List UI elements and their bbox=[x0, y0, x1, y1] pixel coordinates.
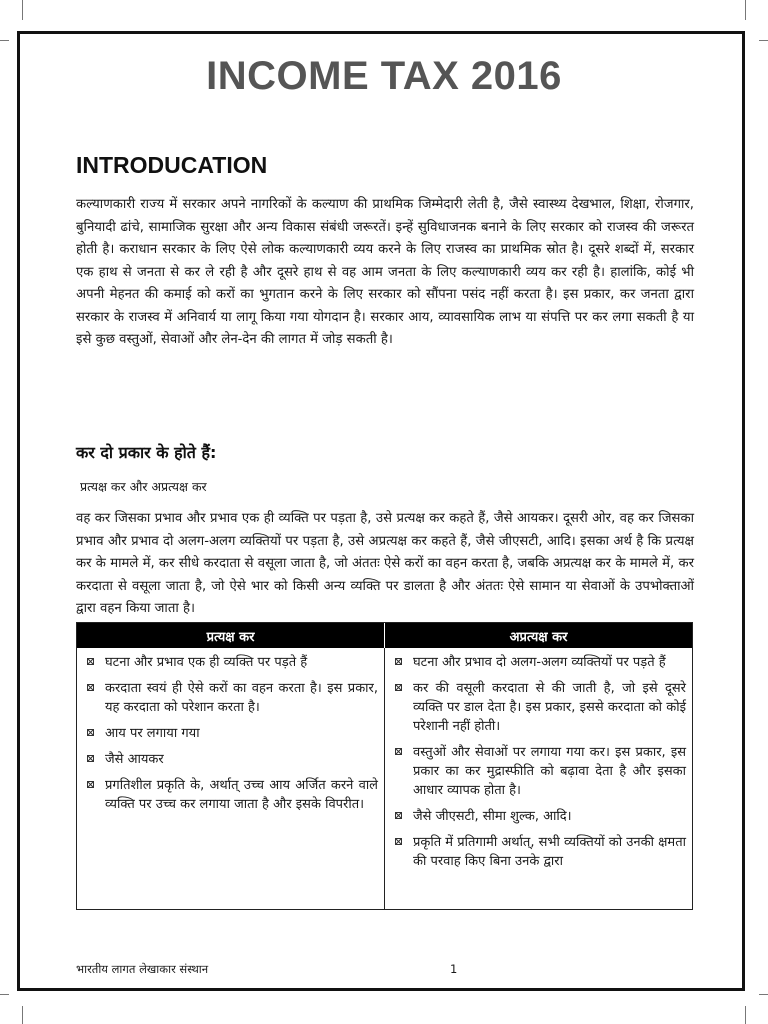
explanation-paragraph: वह कर जिसका प्रभाव और प्रभाव एक ही व्यक्ति पर पड़ता है, उसे प्रत्यक्ष कर कहते हैं, जैसे आयकर। दूसरी ओर, वह कर जिसका प्रभाव और प्रभाव दो अलग-अलग व्यक्तियों पर पड़ता है, उसे अप्रत्यक्ष कर कहते हैं, जैसे जीएसटी, आदि। इसका अर्थ है कि प्रत्यक्ष कर के मामले में, कर सीधे करदाता से वसूला जाता है, जो अंततः ऐसे करों का वहन करता है, जबकि अप्रत्यक्ष कर के मामले में, कर करदाता से वसूला जाता है, जो ऐसे भार को किसी अन्य व्यक्ति पर डालता है और अंततः ऐसे सामान या सेवाओं के उपभोक्ताओं द्वारा वहन किया जाता है। bbox=[76, 511, 694, 616]
checkbox-bullet-icon bbox=[87, 729, 94, 736]
checkbox-bullet-icon bbox=[87, 755, 94, 762]
page-title: INCOME TAX 2016 bbox=[206, 54, 562, 98]
checkbox-bullet-icon bbox=[395, 684, 402, 691]
checkbox-bullet-icon bbox=[395, 748, 402, 755]
checkbox-bullet-icon bbox=[87, 658, 94, 665]
list-item: प्रगतिशील प्रकृति के, अर्थात् उच्च आय अर्जित करने वाले व्यक्ति पर उच्च कर लगाया जाता है और इसके विपरीत। bbox=[85, 776, 378, 814]
crop-mark bbox=[0, 994, 9, 995]
checkbox-bullet-icon bbox=[395, 812, 402, 819]
list-item: घटना और प्रभाव एक ही व्यक्ति पर पड़ते हैं bbox=[85, 653, 378, 672]
header-direct-tax: प्रत्यक्ष कर bbox=[77, 623, 385, 648]
list-item: घटना और प्रभाव दो अलग-अलग व्यक्तियों पर पड़ते हैं bbox=[393, 653, 686, 672]
list-item: जैसे आयकर bbox=[85, 750, 378, 769]
crop-mark bbox=[745, 1006, 746, 1024]
crop-mark bbox=[759, 994, 768, 995]
footer-institute: भारतीय लागत लेखाकार संस्थान bbox=[76, 962, 209, 976]
checkbox-bullet-icon bbox=[395, 838, 402, 845]
checkbox-bullet-icon bbox=[87, 684, 94, 691]
table-header-row bbox=[77, 623, 692, 648]
header-indirect-tax: अप्रत्यक्ष कर bbox=[509, 629, 568, 645]
direct-tax-column bbox=[77, 648, 385, 909]
crop-mark bbox=[745, 0, 746, 20]
types-heading: कर दो प्रकार के होते हैं: bbox=[76, 443, 217, 462]
page-number: 1 bbox=[450, 962, 458, 976]
checkbox-bullet-icon bbox=[87, 781, 94, 788]
crop-mark bbox=[0, 40, 9, 41]
list-item: वस्तुओं और सेवाओं पर लगाया गया कर। इस प्रकार, इस प्रकार का कर मुद्रास्फीति को बढ़ावा देता है और इसका आधार व्यापक होता है। bbox=[393, 743, 686, 800]
list-item: आय पर लगाया गया bbox=[85, 724, 378, 743]
list-item: कर की वसूली करदाता से की जाती है, जो इसे दूसरे व्यक्ति पर डाल देता है। इस प्रकार, इससे करदाता को कोई परेशानी नहीं होती। bbox=[393, 679, 686, 736]
list-item: प्रकृति में प्रतिगामी अर्थात्, सभी व्यक्तियों को उनकी क्षमता की परवाह किए बिना उनके द्वारा bbox=[393, 833, 686, 871]
crop-mark bbox=[759, 40, 768, 41]
list-item: करदाता स्वयं ही ऐसे करों का वहन करता है। इस प्रकार, यह करदाता को परेशान करता है। bbox=[85, 679, 378, 717]
list-item: जैसे जीएसटी, सीमा शुल्क, आदि। bbox=[393, 807, 686, 826]
crop-mark bbox=[22, 0, 23, 20]
types-subheading: प्रत्यक्ष कर और अप्रत्यक्ष कर bbox=[80, 479, 207, 494]
comparison-table bbox=[76, 622, 693, 910]
table-body bbox=[77, 648, 692, 909]
intro-paragraph: कल्याणकारी राज्य में सरकार अपने नागरिकों के कल्याण की प्राथमिक जिम्मेदारी लेती है, जैसे स्वास्थ्य देखभाल, शिक्षा, रोजगार, बुनियादी ढांचे, सामाजिक सुरक्षा और अन्य विकास संबंधी जरूरतें। इन्हें सुविधाजनक बनाने के लिए सरकार को राजस्व की जरूरत होती है। कराधान सरकार के लिए ऐसे लोक कल्याणकारी व्यय करने के लिए राजस्व का प्राथमिक स्रोत है। दूसरे शब्दों में, सरकार एक हाथ से जनता से कर ले रही है और दूसरे हाथ से वह आम जनता के लिए कल्याणकारी व्यय कर रही है। हालांकि, कोई भी अपनी मेहनत की कमाई को करों का भुगतान करने के लिए सरकार को सौंपना पसंद नहीं करता है। इस प्रकार, कर जनता द्वारा सरकार के राजस्व में अनिवार्य या लागू किया गया योगदान है। सरकार आय, व्यावसायिक लाभ या संपत्ति पर कर लगा सकती है या इसे कुछ वस्तुओं, सेवाओं और लेन-देन की लागत में जोड़ सकती है। bbox=[76, 197, 694, 347]
checkbox-bullet-icon bbox=[395, 658, 402, 665]
crop-mark bbox=[22, 1006, 23, 1024]
indirect-tax-column bbox=[385, 648, 692, 909]
intro-heading: INTRODUCATION bbox=[76, 152, 268, 178]
